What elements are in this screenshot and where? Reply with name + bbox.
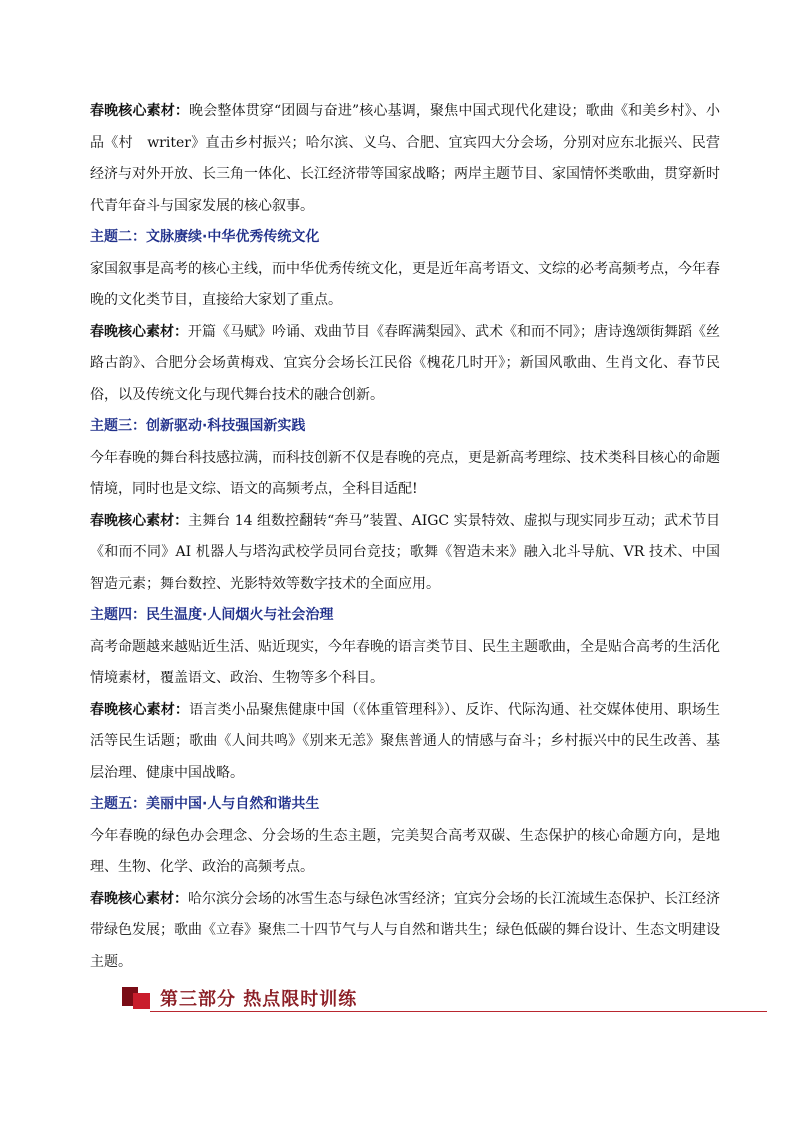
paragraph-text: 哈尔滨分会场的冰雪生态与绿色冰雪经济；宜宾分会场的长江流域生态保护、长江经济带绿色发展；歌曲《立春》聚焦二十四节气与人与自然和谐共生；绿色低碳的舞台设计、生态文明建设主题。 [90,890,720,970]
theme-three-heading: 主题三：创新驱动·科技强国新实践 [90,418,306,434]
paragraph-lead-label: 春晚核心素材： [90,512,189,529]
section-header [122,983,767,1015]
paragraph-text: 语言类小品聚焦健康中国（《体重管理科》）、反诈、代际沟通、社交媒体使用、职场生活等民生话题；歌曲《人间共鸣》《别来无恙》聚焦普通人的情感与奋斗；乡村振兴中的民生改善、基层治理、健康中国战略。 [90,701,721,781]
paragraph-text: 开篇《马赋》吟诵、戏曲节目《春晖满梨园》、武术《和而不同》；唐诗逸颂街舞蹈《丝路古韵》、合肥分会场黄梅戏、宜宾分会场长江民俗《槐花几时开》；新国风歌曲、生肖文化、春节民俗，以及传统文化与现代舞台技术的融合创新。 [90,323,720,403]
paragraph-lead-label: 春晚核心素材： [90,890,188,907]
material-paragraph [90,884,720,979]
section-divider [150,1011,767,1012]
theme-four-intro: 高考命题越来越贴近生活、贴近现实，今年春晚的语言类节目、民生主题歌曲，全是贴合高考的生活化情境素材，覆盖语文、政治、生物等多个科目。 [90,638,720,686]
theme-four-heading: 主题四：民生温度·人间烟火与社会治理 [90,607,334,623]
material-paragraph [90,506,720,601]
theme-two-heading: 主题二：文脉赓续·中华优秀传统文化 [90,229,320,245]
material-paragraph [90,96,720,222]
paragraph-text: 晚会整体贯穿“团圆与奋进”核心基调，聚焦中国式现代化建设；歌曲《和美乡村》、小品《村 writer》直击乡村振兴；哈尔滨、义乌、合肥、宜宾四大分会场，分别对应东北振兴、民营经济与对外开放、长三角一体化、长江经济带等国家战略；两岸主题节目、家国情怀类歌曲，贯穿新时代青年奋斗与国家发展的核心叙事。 [90,103,721,214]
section-title: 第三部分 热点限时训练 [160,989,358,1010]
article-body [90,96,720,978]
paragraph-lead-label: 春晚核心素材： [90,701,190,718]
material-paragraph [90,317,720,412]
theme-two-intro: 家国叙事是高考的核心主线，而中华优秀传统文化，更是近年高考语文、文综的必考高频考点，今年春晚的文化类节目，直接给大家划了重点。 [90,260,720,308]
section-marker-light [133,993,150,1009]
theme-three-intro: 今年春晚的舞台科技感拉满，而科技创新不仅是春晚的亮点，更是新高考理综、技术类科目核心的命题情境，同时也是文综、语文的高频考点，全科目适配! [90,449,720,497]
theme-five-heading: 主题五：美丽中国·人与自然和谐共生 [90,796,320,812]
paragraph-text: 主舞台 14 组数控翻转“奔马”装置、AIGC 实景特效、虚拟与现实同步互动；武术节目《和而不同》AI 机器人与塔沟武校学员同台竞技；歌舞《智造未来》融入北斗导航、VR 技术、中国智造元素；舞台数控、光影特效等数字技术的全面应用。 [90,512,721,592]
paragraph-lead-label: 春晚核心素材： [90,103,190,119]
theme-five-intro: 今年春晚的绿色办会理念、分会场的生态主题，完美契合高考双碳、生态保护的核心命题方向，是地理、生物、化学、政治的高频考点。 [90,827,720,875]
paragraph-lead-label: 春晚核心素材： [90,323,188,340]
material-paragraph [90,695,720,790]
